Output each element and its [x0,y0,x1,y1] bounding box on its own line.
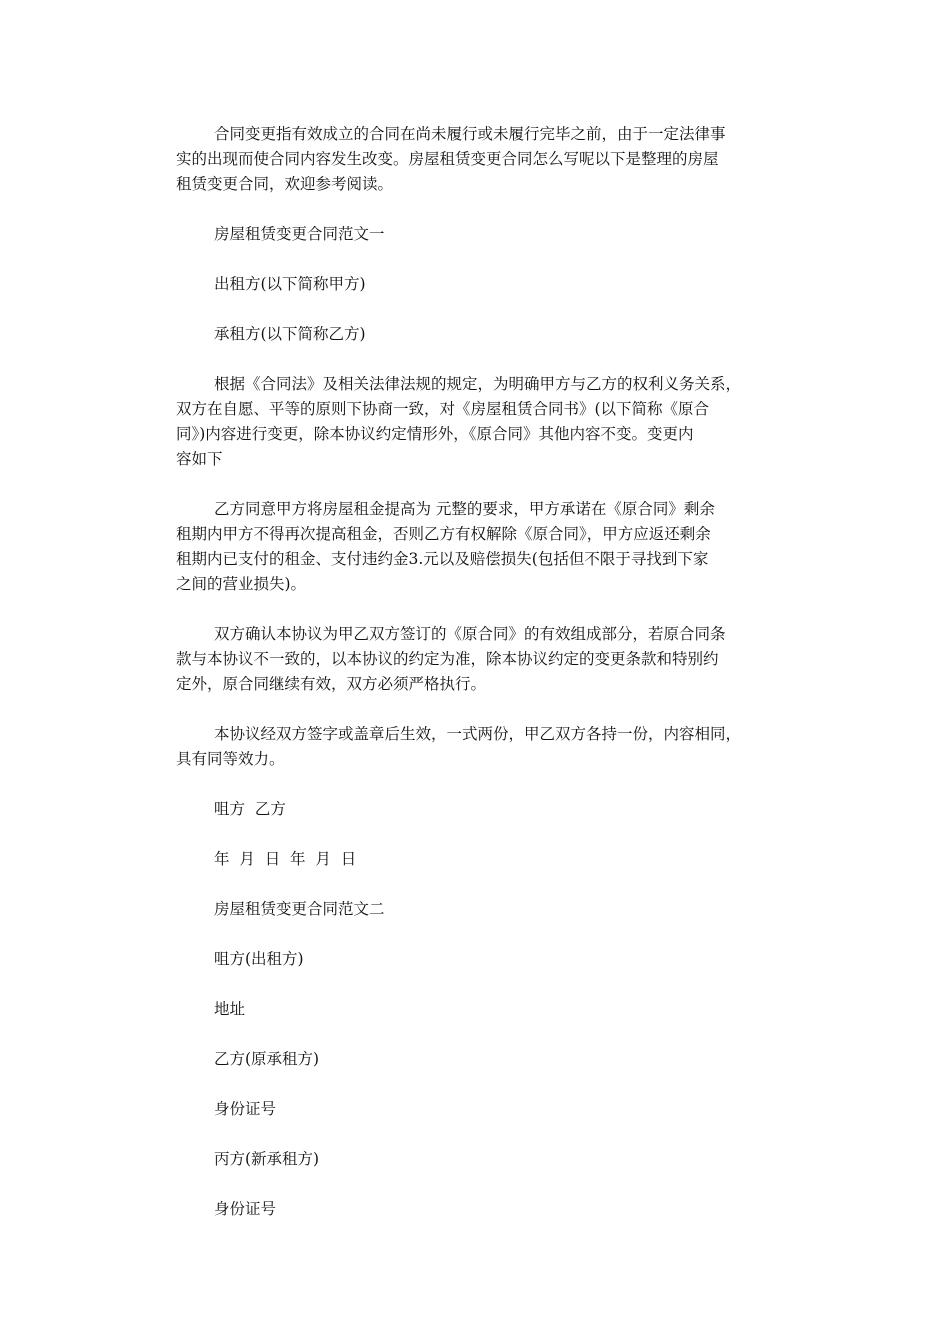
basis-paragraph [176,372,780,472]
text-line: 实的出现而使合同内容发生改变。房屋租赁变更合同怎么写呢以下是整理的房屋 [176,150,719,168]
party-c-line: 丙方(新承租方) [214,1150,320,1168]
text-line: 具有同等效力。 [176,750,285,768]
text-line: 同》)内容进行变更，除本协议约定情形外，《原合同》其他内容不变。变更内 [176,425,694,443]
effect-paragraph [176,722,780,772]
rent-change-paragraph [176,497,780,597]
section-heading-1: 房屋租赁变更合同范文一 [214,225,385,243]
text-line: 本协议经双方签字或盖章后生效，一式两份，甲乙双方各持一份，内容相同， [214,725,742,743]
signature-date-line: 年 月 日 年 月 日 [214,850,357,868]
text-line: 双方在自愿、平等的原则下协商一致，对《房屋租赁合同书》(以下简称《原合 [176,400,710,418]
confirmation-paragraph [176,622,780,697]
text-line: 合同变更指有效成立的合同在尚未履行或未履行完毕之前，由于一定法律事 [214,125,726,143]
text-line: 乙方同意甲方将房屋租金提高为 元整的要求，甲方承诺在《原合同》剩余 [214,500,715,518]
id-number-line: 身份证号 [214,1100,277,1118]
signature-parties-line: 咀方 乙方 [214,800,286,818]
text-line: 租赁变更合同，欢迎参考阅读。 [176,175,394,193]
document-page [176,122,780,1247]
party-a-line: 咀方(出租方) [214,950,304,968]
text-line: 款与本协议不一致的，以本协议的约定为准，除本协议约定的变更条款和特别约 [176,650,719,668]
section-heading-2: 房屋租赁变更合同范文二 [214,900,385,918]
text-line: 租期内甲方不得再次提高租金，否则乙方有权解除《原合同》，甲方应返还剩余 [176,525,711,543]
lessor-line: 出租方(以下简称甲方) [214,275,366,293]
text-line: 双方确认本协议为甲乙双方签订的《原合同》的有效组成部分，若原合同条 [214,625,726,643]
intro-paragraph [176,122,780,197]
text-line: 根据《合同法》及相关法律法规的规定，为明确甲方与乙方的权利义务关系， [214,375,742,393]
text-line: 定外，原合同继续有效，双方必须严格执行。 [176,675,487,693]
party-b-line: 乙方(原承租方) [214,1050,320,1068]
id-number-line: 身份证号 [214,1200,277,1218]
lessee-line: 承租方(以下简称乙方) [214,325,366,343]
text-line: 之间的营业损失)。 [176,575,307,593]
address-line: 地址 [214,1000,246,1018]
text-line: 租期内已支付的租金、支付违约金3.元以及赔偿损失(包括但不限于寻找到下家 [176,550,709,568]
text-line: 容如下 [176,450,223,468]
